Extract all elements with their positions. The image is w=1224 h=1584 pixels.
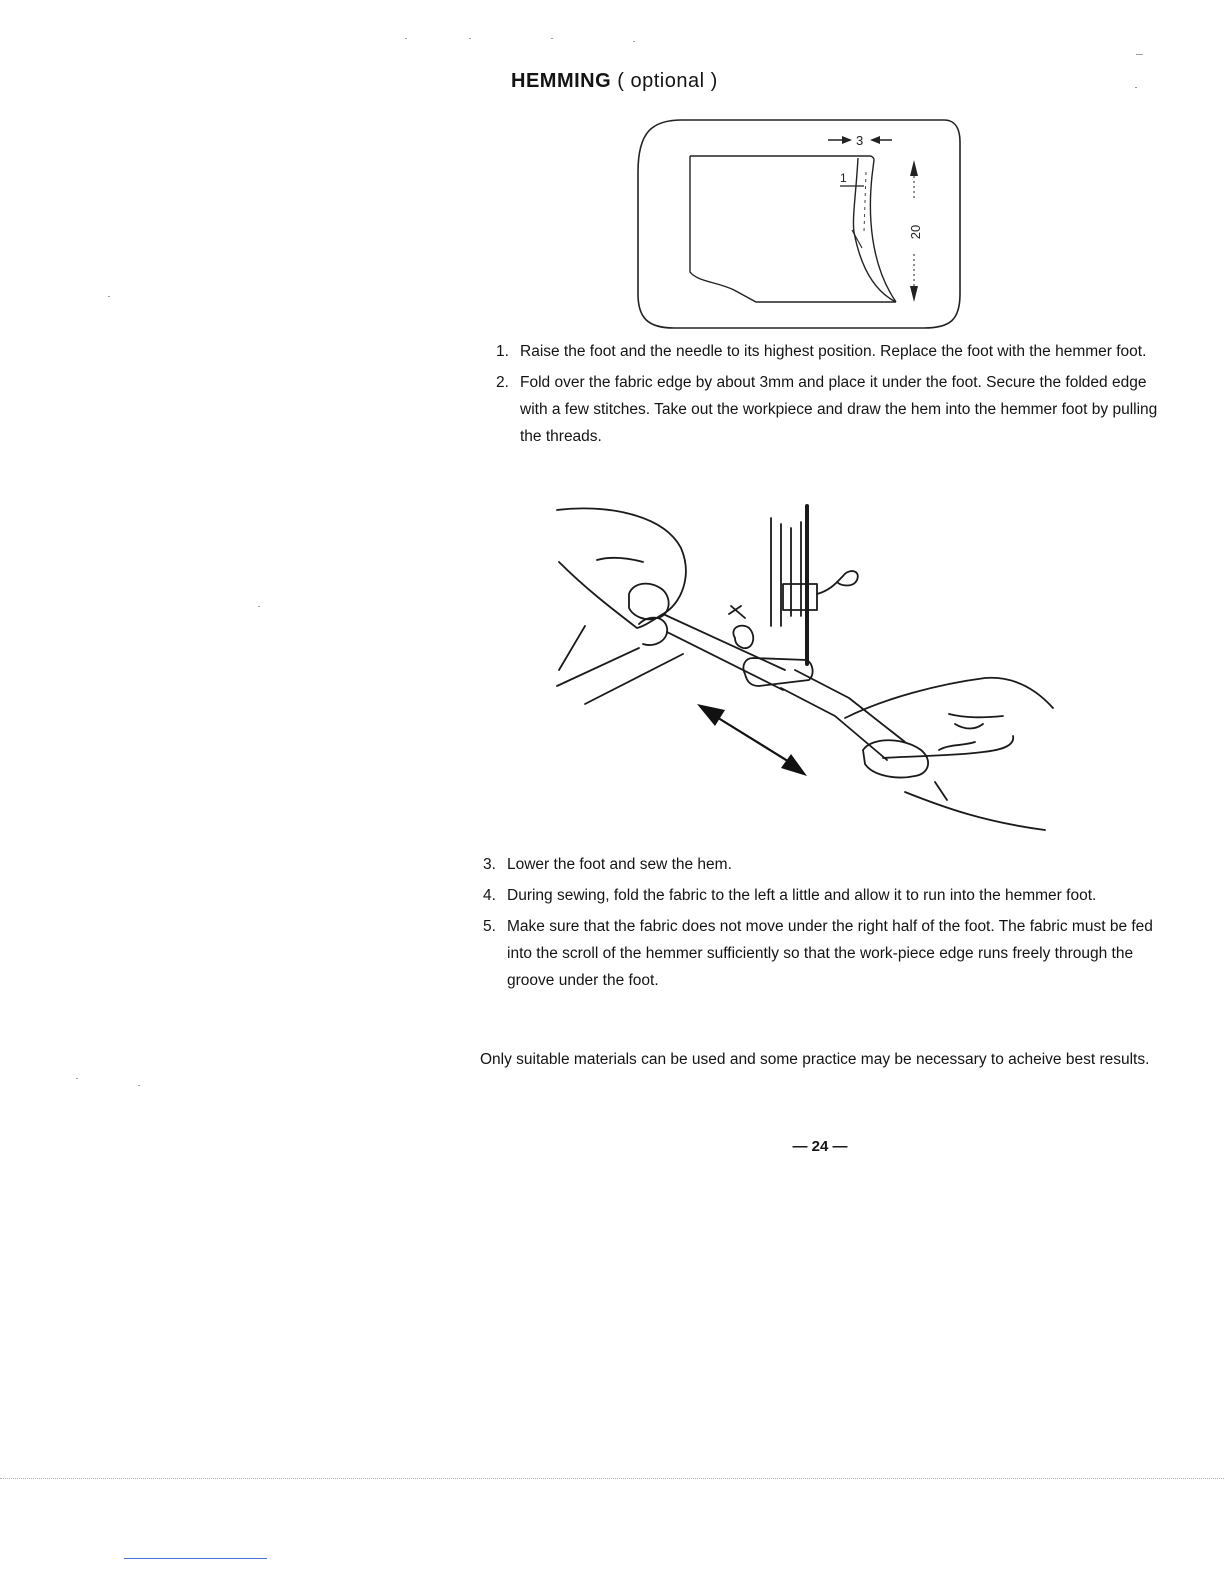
fabric-strip (663, 614, 905, 760)
width-label: 3 (856, 133, 864, 148)
foot-screw (729, 606, 745, 618)
hem-dimension-diagram (634, 114, 964, 332)
scan-link-underline (124, 1558, 267, 1559)
arrowhead-lower-right (781, 754, 807, 776)
width-arrowhead-right (870, 136, 880, 144)
step-item (483, 882, 1155, 909)
note-paragraph: Only suitable materials can be used and some practice may be necessary to acheive best results. (480, 1051, 1150, 1068)
step-text: Raise the foot and the needle to its highest position. Replace the foot with the hemmer foot. (520, 343, 1147, 360)
fabric-outline (690, 156, 896, 302)
left-finger (639, 618, 667, 645)
step-text: Make sure that the fabric does not move under the right half of the foot. The fabric must be fed into the scroll of the hemmer sufficiently so that the work-piece edge runs freely through the groove under the foot. (507, 918, 1153, 989)
step-number: 4. (483, 887, 496, 904)
scan-speck (76, 1078, 78, 1079)
section-title-main: HEMMING (511, 70, 612, 92)
step-item (483, 913, 1155, 994)
length-arrowhead-top (910, 160, 918, 176)
feed-direction-arrow (697, 704, 807, 776)
needle-clamp (783, 584, 817, 610)
page-number: — 24 — (792, 1138, 848, 1155)
arrow-shaft (715, 716, 799, 768)
scan-speck (108, 296, 110, 297)
section-title (511, 70, 718, 93)
right-finger-lines (939, 714, 1003, 750)
step-number: 1. (496, 343, 509, 360)
scan-speck (469, 38, 471, 39)
step-number: 2. (496, 374, 509, 391)
thread-guide (817, 571, 858, 594)
scan-speck (1136, 54, 1143, 55)
step-text: Fold over the fabric edge by about 3mm and place it under the foot. Secure the folded edge with a few stitches. Take out the workpiece and draw the hem into the hemmer foot by pulling the threads. (520, 374, 1158, 445)
scan-bottom-rule (0, 1478, 1224, 1479)
section-title-optional: ( optional ) (617, 70, 718, 92)
arrowhead-upper-left (697, 704, 725, 726)
sewing-hem-illustration (545, 498, 1060, 836)
step-item (496, 369, 1168, 450)
length-label: 20 (908, 224, 923, 240)
diagram-frame (638, 120, 960, 328)
scan-speck (1135, 87, 1137, 88)
scan-speck (405, 38, 407, 39)
scan-speck (551, 38, 553, 39)
right-thumb (863, 740, 928, 777)
width-arrowhead-left (842, 136, 852, 144)
scan-speck (138, 1085, 140, 1086)
step-text: Lower the foot and sew the hem. (507, 856, 732, 873)
right-wrist (905, 782, 1045, 830)
step-number: 3. (483, 856, 496, 873)
presser-foot (733, 626, 812, 686)
steps-list-second (483, 851, 1155, 998)
stitch-line (864, 172, 866, 232)
hem-fold (853, 158, 896, 302)
fold-label: 1 (840, 171, 847, 185)
step-item (483, 851, 1155, 878)
scan-speck (258, 606, 260, 607)
step-number: 5. (483, 918, 496, 935)
scan-speck (633, 41, 635, 42)
step-item (496, 338, 1168, 365)
length-arrowhead-bottom (910, 286, 918, 302)
step-text: During sewing, fold the fabric to the left a little and allow it to run into the hemmer foot. (507, 887, 1097, 904)
steps-list-first (496, 338, 1168, 454)
